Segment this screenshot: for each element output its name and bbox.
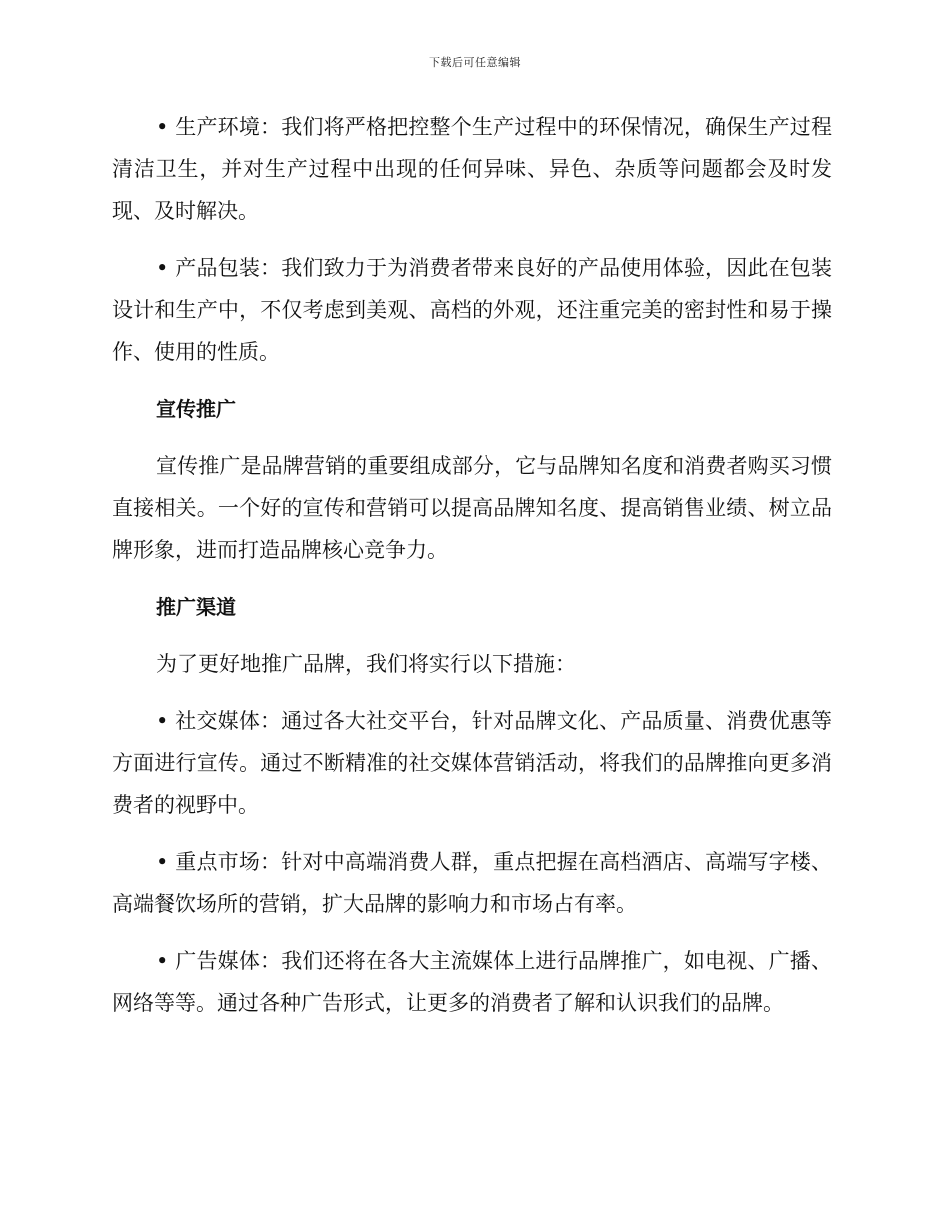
page-header-note: 下载后可任意编辑: [429, 56, 521, 69]
paragraph-production-environment: • 生产环境：我们将严格把控整个生产过程中的环保情况，确保生产过程清洁卫生，并对生产过程中出现的任何异味、异色、杂质等问题都会及时发现、及时解决。: [112, 115, 832, 223]
heading-channels: 推广渠道: [156, 595, 236, 619]
paragraph-advertising-media: • 广告媒体：我们还将在各大主流媒体上进行品牌推广，如电视、广播、网络等等。通过各种广告形式，让更多的消费者了解和认识我们的品牌。: [112, 949, 832, 1015]
document-body: [112, 106, 832, 1039]
paragraph-key-markets: • 重点市场：针对中高端消费人群，重点把握在高档酒店、高端写字楼、高端餐饮场所的营销，扩大品牌的影响力和市场占有率。: [112, 850, 832, 916]
paragraph-social-media: • 社交媒体：通过各大社交平台，针对品牌文化、产品质量、消费优惠等方面进行宣传。通过不断精准的社交媒体营销活动，将我们的品牌推向更多消费者的视野中。: [112, 709, 832, 817]
paragraph-channels-intro: 为了更好地推广品牌，我们将实行以下措施：: [156, 652, 576, 676]
heading-promotion: 宣传推广: [156, 397, 236, 421]
paragraph-promotion-intro: 宣传推广是品牌营销的重要组成部分，它与品牌知名度和消费者购买习惯直接相关。一个好的宣传和营销可以提高品牌知名度、提高销售业绩、树立品牌形象，进而打造品牌核心竞争力。: [112, 454, 832, 562]
paragraph-product-packaging: • 产品包装：我们致力于为消费者带来良好的产品使用体验，因此在包装设计和生产中，不仅考虑到美观、高档的外观，还注重完美的密封性和易于操作、使用的性质。: [112, 256, 832, 364]
